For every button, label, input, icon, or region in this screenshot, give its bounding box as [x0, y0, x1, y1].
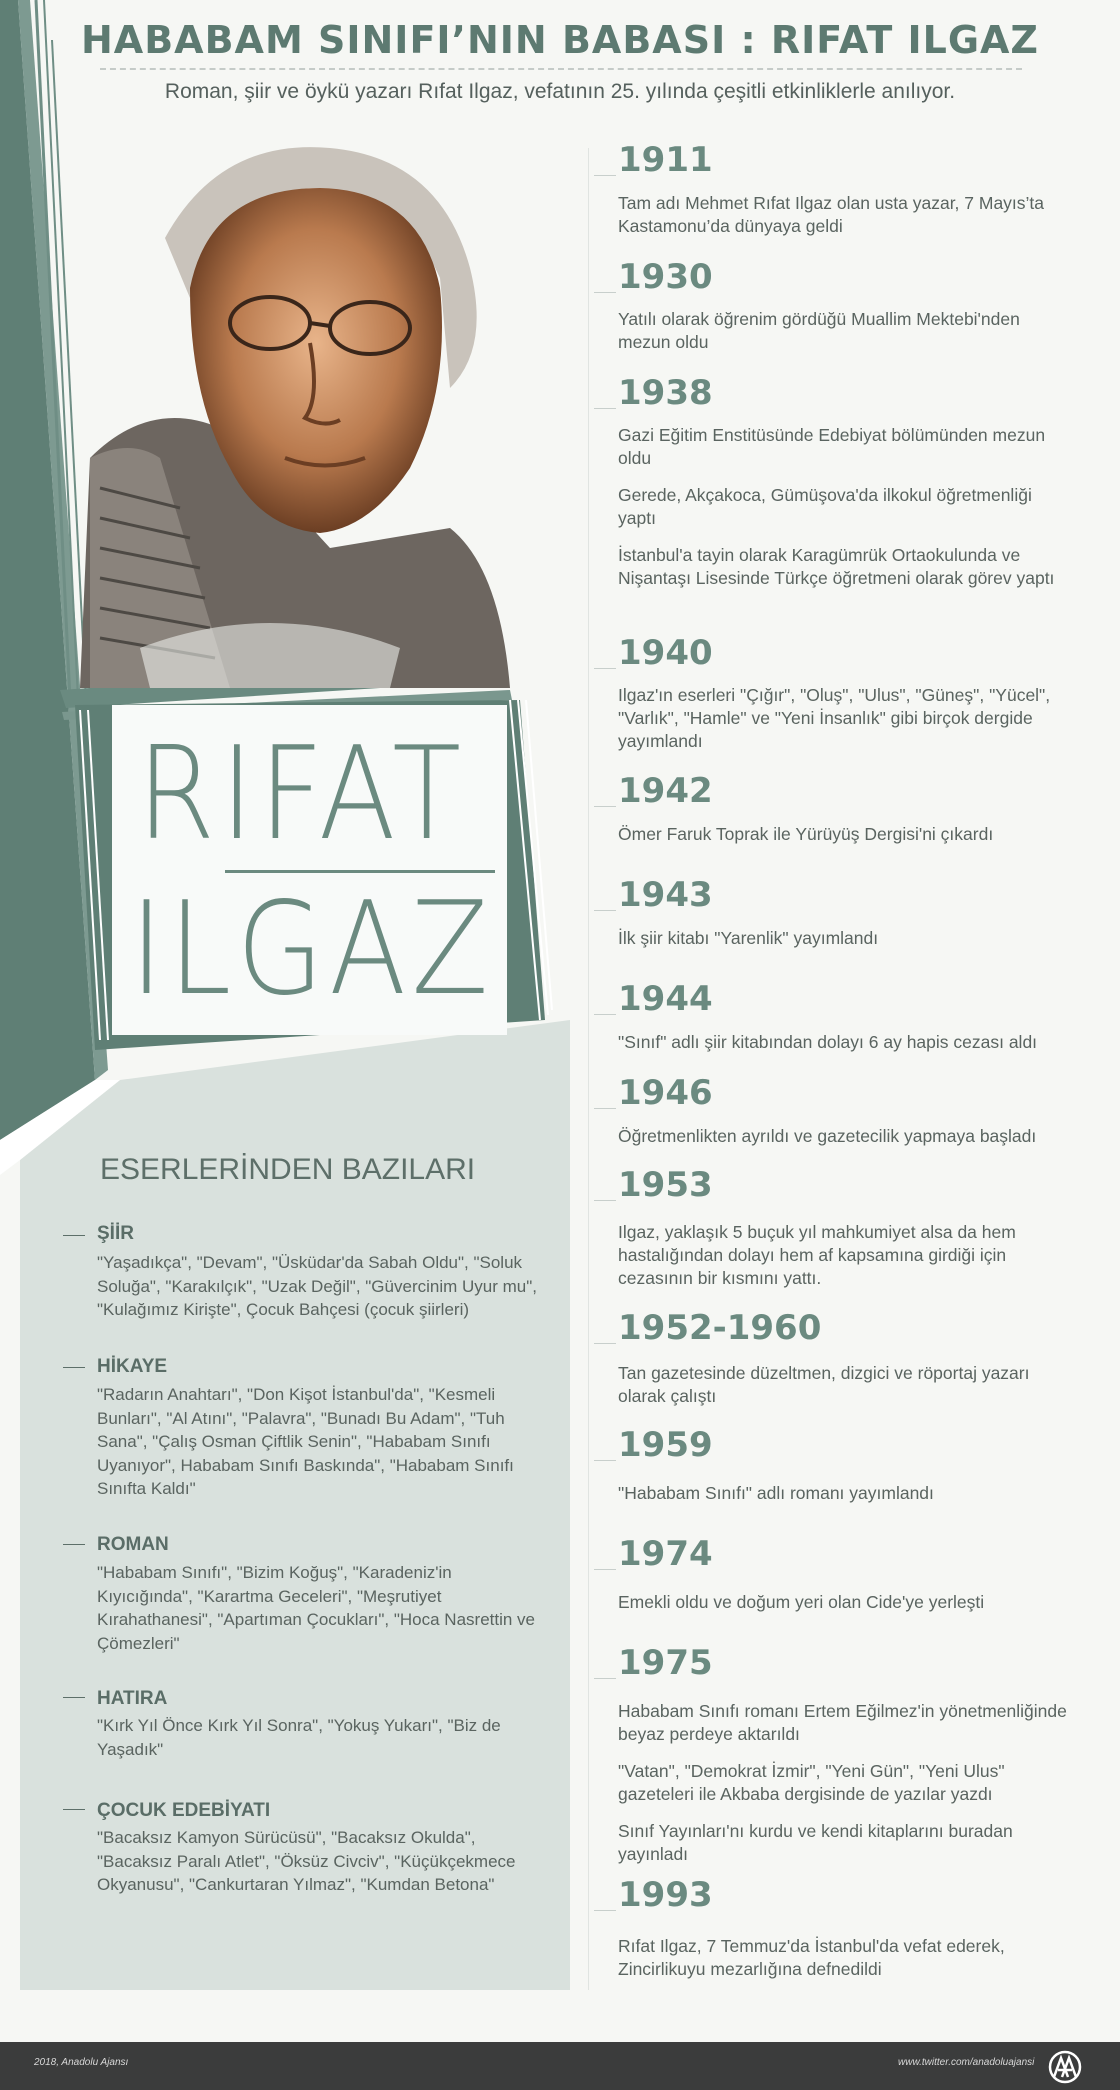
timeline-year: 1993 [618, 1875, 713, 1915]
timeline-event: Öğretmenlikten ayrıldı ve gazetecilik yapmaya başladı [618, 1126, 1037, 1146]
timeline-tick [594, 292, 616, 293]
timeline-event: "Vatan", "Demokrat İzmir", "Yeni Gün", "Yeni Ulus" gazeteleri ile Akbaba dergisinde de yazılar yazdı [618, 1761, 1005, 1804]
works-list: "Radarın Anahtarı", "Don Kişot İstanbul'da", "Kesmeli Bunları", "Al Atını", "Palavra", "Bunadı Bu Adam", "Tuh Sana", "Çalış Osman Çiftlik Senin", "Hababam Sınıfı Uyanıyor", Hababam Sınıfı Baskında", "Hababam Sınıfı Sınıfta Kaldı" [97, 1385, 514, 1498]
timeline-year: 1952-1960 [618, 1308, 822, 1348]
timeline-tick [594, 1014, 616, 1015]
works-list: "Hababam Sınıfı", "Bizim Koğuş", "Karadeniz'in Kıyıcığında", "Karartma Geceleri", "Meşrutiyet Kırahathanesi", "Apartıman Çocukları", "Hoca Nasrettin ve Çömezleri" [97, 1563, 535, 1653]
works-category: HİKAYE [97, 1356, 168, 1377]
timeline-year: 1974 [618, 1534, 713, 1574]
timeline-tick [594, 408, 616, 409]
timeline-event: Ilgaz, yaklaşık 5 buçuk yıl mahkumiyet alsa da hem hastalığından dolayı hem af kapsamına girdiği için cezasının bir kısmını yattı. [618, 1222, 1016, 1288]
timeline-tick [594, 1108, 616, 1109]
timeline-tick [594, 1200, 616, 1201]
timeline-event: Rıfat Ilgaz, 7 Temmuz'da İstanbul'da vefat ederek, Zincirlikuyu mezarlığına defnedildi [618, 1936, 1005, 1979]
name-first: RIFAT [136, 720, 467, 869]
timeline-year: 1942 [618, 771, 713, 811]
timeline-tick [594, 668, 616, 669]
works-bullet [63, 1544, 85, 1545]
timeline-event: "Sınıf" adlı şiir kitabından dolayı 6 ay hapis cezası aldı [618, 1032, 1038, 1052]
page-subtitle: Roman, şiir ve öykü yazarı Rıfat Ilgaz, vefatının 25. yılında çeşitli etkinliklerle anılıyor. [164, 80, 956, 103]
timeline-event: Gazi Eğitim Enstitüsünde Edebiyat bölümünden mezun oldu [618, 425, 1046, 468]
timeline-year: 1953 [618, 1165, 713, 1205]
works-bullet [63, 1235, 85, 1236]
works-bullet [63, 1367, 85, 1368]
timeline-event: Tam adı Mehmet Rıfat Ilgaz olan usta yazar, 7 Mayıs’ta Kastamonu’da dünyaya geldi [618, 193, 1045, 236]
timeline-tick [594, 1569, 616, 1570]
works-bullet [63, 1697, 85, 1698]
works-list: "Kırk Yıl Önce Kırk Yıl Sonra", "Yokuş Yukarı", "Biz de Yaşadık" [97, 1716, 501, 1759]
portrait-illustration [70, 128, 530, 688]
timeline-event: Ilgaz'ın eserleri "Çığır", "Oluş", "Ulus", "Güneş", "Yücel", "Varlık", "Hamle" ve "Yeni İnsanlık" gibi birçok dergide yayımlandı [618, 685, 1051, 751]
timeline-tick [594, 1678, 616, 1679]
works-category: ÇOCUK EDEBİYATI [97, 1800, 271, 1821]
timeline-year: 1959 [618, 1425, 713, 1465]
timeline-event: Emekli oldu ve doğum yeri olan Cide'ye yerleşti [618, 1592, 985, 1612]
timeline-year: 1940 [618, 633, 713, 673]
footer-credit: 2018, Anadolu Ajansı [34, 2057, 129, 2068]
timeline-axis [588, 148, 589, 1990]
name-divider [225, 870, 495, 873]
works-heading: ESERLERİNDEN BAZILARI [100, 1153, 476, 1186]
timeline-event: Gerede, Akçakoca, Gümüşova'da ilkokul öğretmenliği yaptı [618, 485, 1032, 528]
timeline-year: 1911 [618, 140, 713, 180]
anadolu-agency-logo-icon [1048, 2050, 1082, 2084]
timeline-year: 1938 [618, 373, 713, 413]
works-category: ROMAN [97, 1534, 169, 1555]
works-bullet [63, 1809, 85, 1810]
timeline-year: 1930 [618, 257, 713, 297]
works-list: "Yaşadıkça", "Devam", "Üsküdar'da Sabah Oldu", "Soluk Soluğa", "Karakılçık", "Uzak Değil", "Güvercinim Uyur mu", "Kulağımız Kirişte", Çocuk Bahçesi (çocuk şiirleri) [97, 1253, 537, 1319]
timeline-tick [594, 1460, 616, 1461]
timeline-event: İlk şiir kitabı "Yarenlik" yayımlandı [618, 928, 879, 948]
timeline-event: Sınıf Yayınları'nı kurdu ve kendi kitaplarını buradan yayınladı [618, 1821, 1013, 1864]
timeline-event: Hababam Sınıfı romanı Ertem Eğilmez'in yönetmenliğinde beyaz perdeye aktarıldı [618, 1701, 1067, 1744]
timeline-tick [594, 1910, 616, 1911]
timeline-year: 1946 [618, 1073, 713, 1113]
timeline-event: Tan gazetesinde düzeltmen, dizgici ve röportaj yazarı olarak çalıştı [618, 1363, 1030, 1406]
timeline-event: Ömer Faruk Toprak ile Yürüyüş Dergisi'ni çıkardı [618, 824, 994, 844]
timeline-tick [594, 175, 616, 176]
timeline-event: Yatılı olarak öğrenim gördüğü Muallim Mektebi'nden mezun oldu [618, 309, 1020, 352]
timeline-event: "Hababam Sınıfı" adlı romanı yayımlandı [618, 1483, 934, 1503]
works-category: HATIRA [97, 1688, 168, 1709]
footer-twitter-link[interactable]: www.twitter.com/anadoluajansi [898, 2057, 1035, 2068]
timeline-year: 1975 [618, 1643, 713, 1683]
timeline-tick [594, 910, 616, 911]
timeline-event: İstanbul'a tayin olarak Karagümrük Ortaokulunda ve Nişantaşı Lisesinde Türkçe öğretmeni olarak görev yaptı [618, 545, 1055, 588]
works-category: ŞİİR [97, 1223, 134, 1244]
page-title: HABABAM SINIFI’NIN BABASI : RIFAT ILGAZ [81, 18, 1039, 62]
timeline-year: 1943 [618, 875, 713, 915]
timeline-year: 1944 [618, 979, 713, 1019]
timeline-tick [594, 806, 616, 807]
name-last: ILGAZ [130, 875, 494, 1024]
works-list: "Bacaksız Kamyon Sürücüsü", "Bacaksız Okulda", "Bacaksız Paralı Atlet", "Öksüz Civciv", "Küçükçekmece Okyanusu", "Cankurtaran Yılmaz", "Kumdan Betona" [97, 1828, 516, 1894]
timeline-tick [594, 1343, 616, 1344]
